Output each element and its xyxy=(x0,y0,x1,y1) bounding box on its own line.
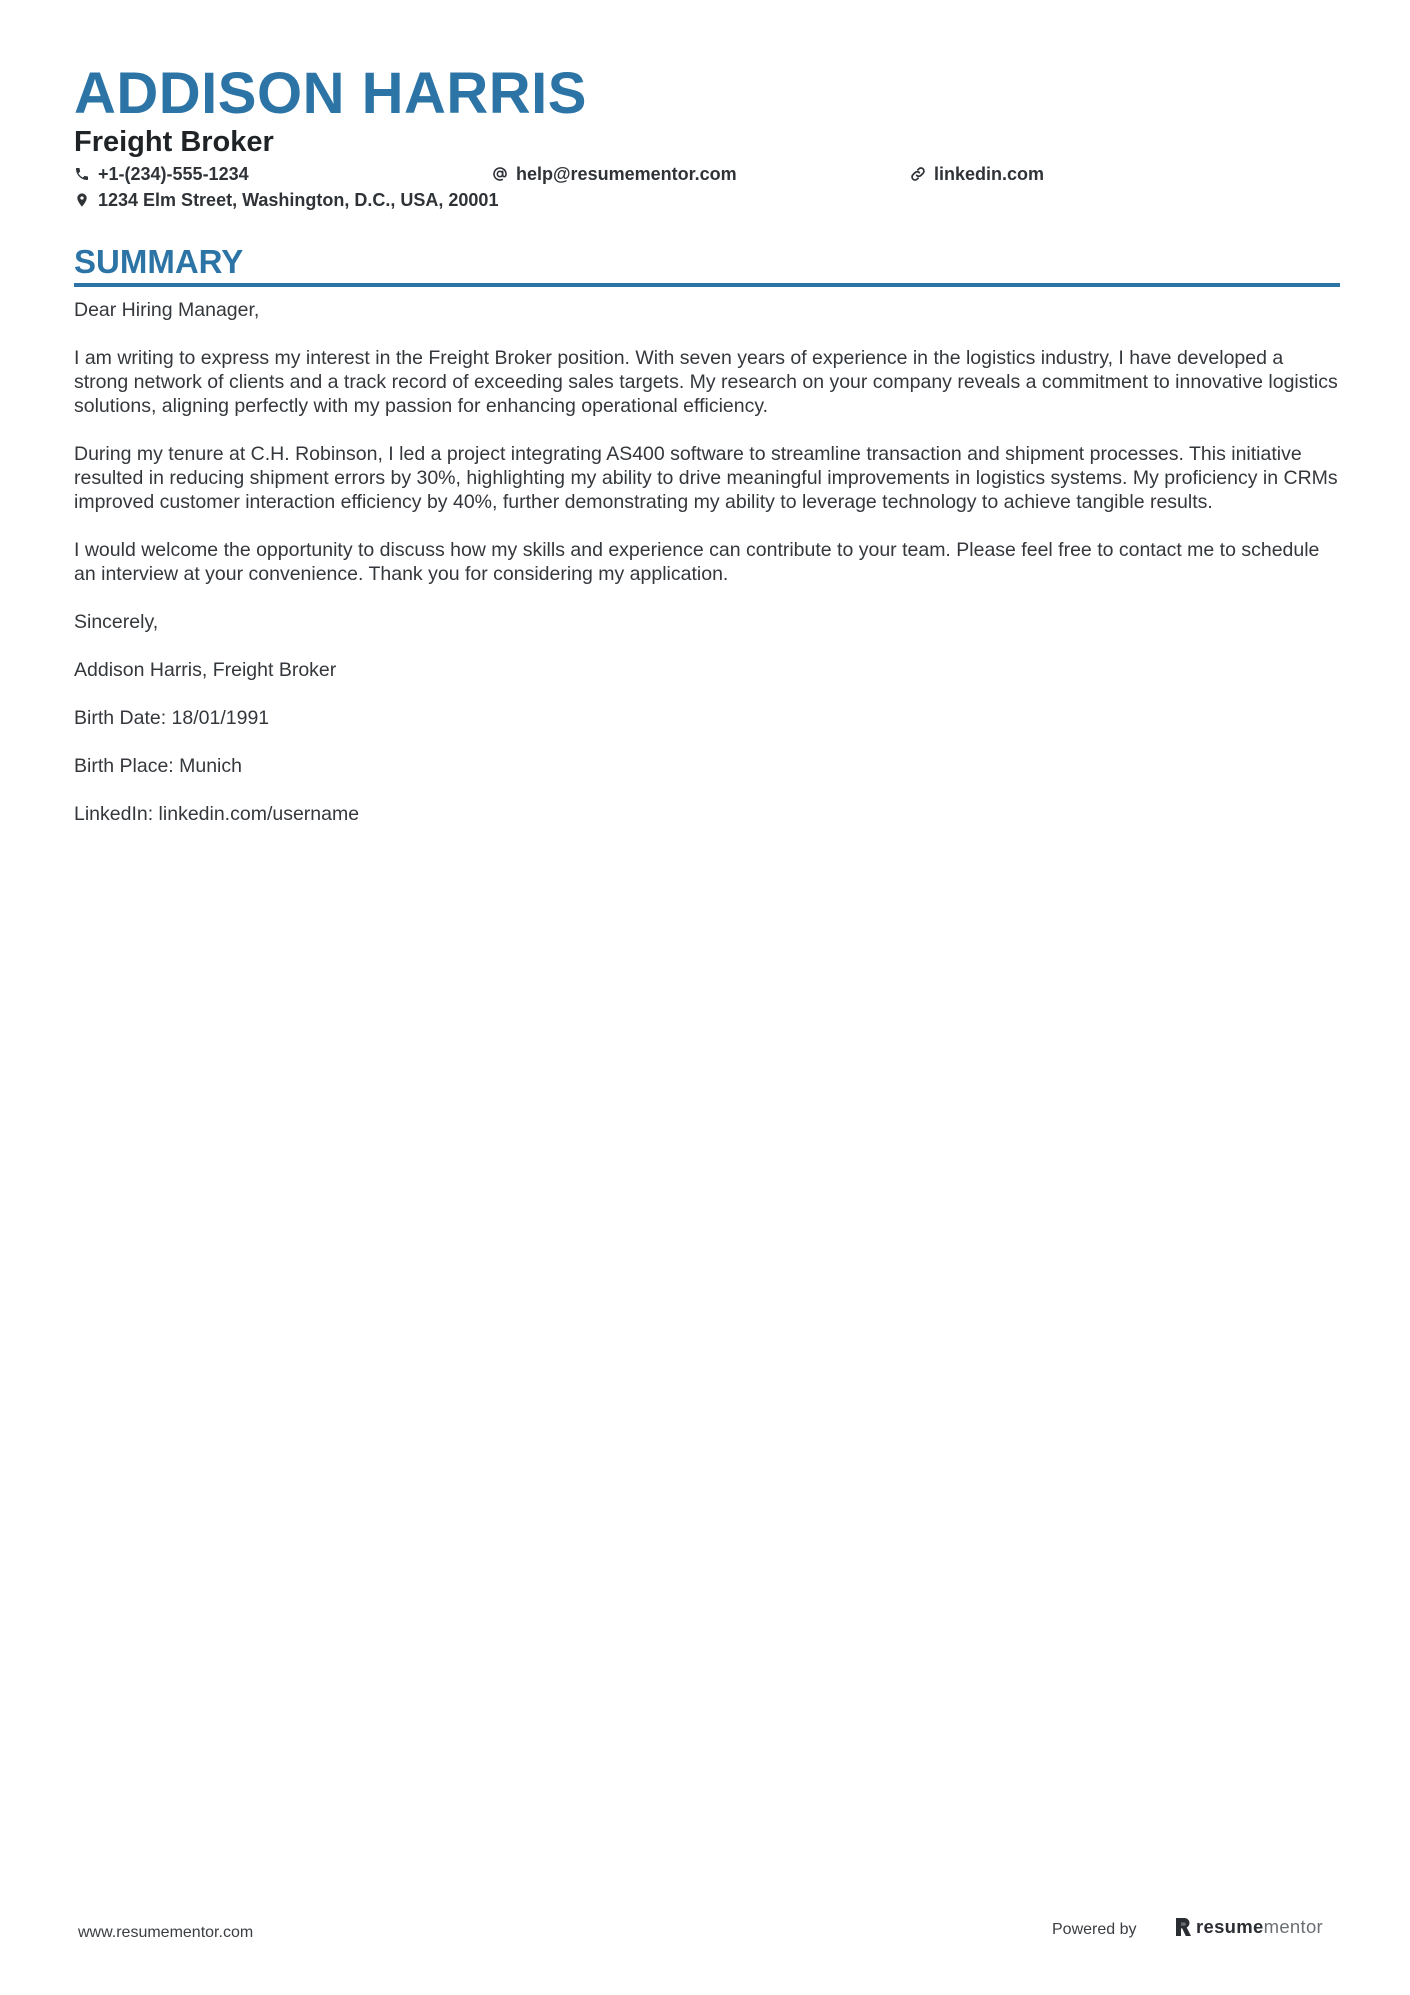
footer-brand-name xyxy=(1196,1916,1323,1938)
link-icon xyxy=(910,166,926,182)
summary-heading: SUMMARY xyxy=(74,243,244,280)
contact-phone-text: +1-(234)-555-1234 xyxy=(98,164,249,184)
contact-email-text: help@resumementor.com xyxy=(516,164,737,184)
birth-date: Birth Date: 18/01/1991 xyxy=(74,707,270,729)
resumementor-logo-icon xyxy=(1174,1916,1192,1938)
contact-phone[interactable] xyxy=(74,162,249,186)
birth-place: Birth Place: Munich xyxy=(74,755,242,777)
candidate-job-title: Freight Broker xyxy=(74,126,274,158)
footer-brand-logo[interactable] xyxy=(1174,1916,1323,1938)
footer-brand-name-bold: resume xyxy=(1196,1916,1264,1937)
summary-divider xyxy=(74,283,1340,287)
letter-paragraph: I am writing to express my interest in the Freight Broker position. With seven years of experience in the logistics industry, I have developed a strong network of clients and a track record of exceeding sales targets. My research on your company reveals a commitment to innovative logistics solutions, aligning perfectly with my passion for enhancing operational efficiency. xyxy=(74,347,1338,417)
letter-salutation: Dear Hiring Manager, xyxy=(74,299,260,321)
footer-powered-by: Powered by xyxy=(1052,1921,1137,1938)
letter-closing: Sincerely, xyxy=(74,611,159,633)
footer-brand-name-light: mentor xyxy=(1263,1916,1324,1937)
footer-website-link[interactable]: www.resumementor.com xyxy=(78,1924,254,1941)
at-sign-icon xyxy=(492,166,508,182)
contact-email[interactable] xyxy=(492,162,737,186)
linkedin-line: LinkedIn: linkedin.com/username xyxy=(74,803,360,825)
phone-icon xyxy=(74,166,90,182)
letter-body xyxy=(74,298,1340,850)
letter-signature: Addison Harris, Freight Broker xyxy=(74,659,337,681)
map-pin-icon xyxy=(74,192,90,208)
contact-linkedin-text: linkedin.com xyxy=(934,164,1045,184)
candidate-name: ADDISON HARRIS xyxy=(74,61,587,126)
letter-paragraph: During my tenure at C.H. Robinson, I led a project integrating AS400 software to streamline transaction and shipment processes. This initiative resulted in reducing shipment errors by 30%, highlighting my ability to drive meaningful improvements in logistics systems. My proficiency in CRMs improved customer interaction efficiency by 40%, further demonstrating my ability to leverage technology to achieve tangible results. xyxy=(74,443,1338,513)
contact-address xyxy=(74,188,498,212)
contact-address-text: 1234 Elm Street, Washington, D.C., USA, 20001 xyxy=(98,190,499,210)
letter-paragraph: I would welcome the opportunity to discuss how my skills and experience can contribute to your team. Please feel free to contact me to schedule an interview at your convenience. Thank you for considering my application. xyxy=(74,539,1320,585)
contact-linkedin[interactable] xyxy=(910,162,1044,186)
